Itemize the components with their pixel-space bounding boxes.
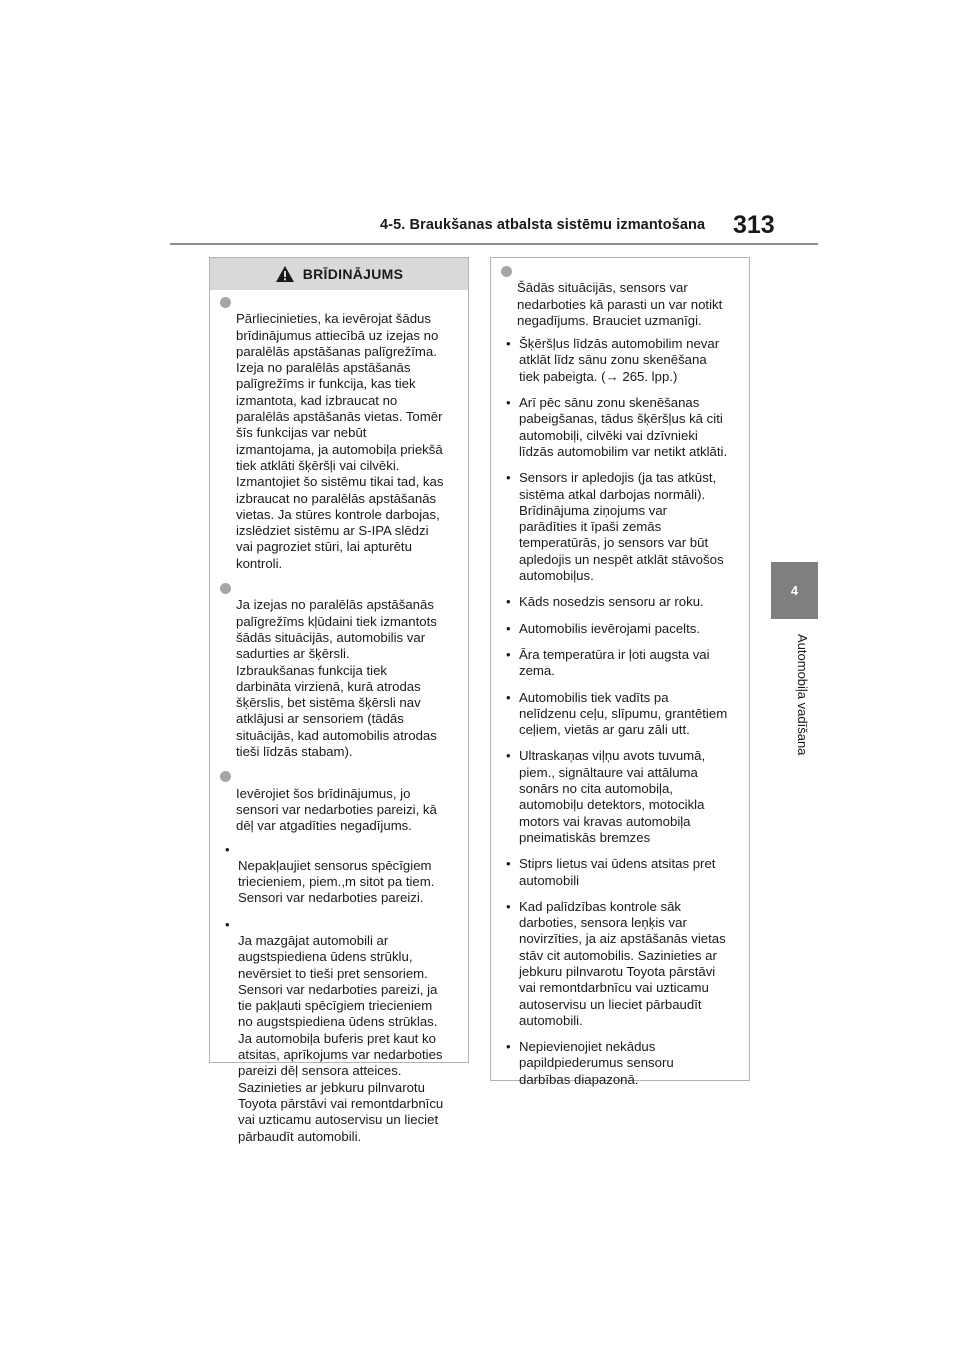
warning-box (209, 257, 469, 1144)
chapter-label: Automobiļa vadīšana (795, 634, 810, 756)
warning-paragraph: Šādās situācijās, sensors var nedarboties kā parasti un var notikt negadījums. Brauciet uzmanīgi. (500, 264, 739, 329)
bullet-item: • Automobilis tiek vadīts pa nelīdzenu ceļu, slīpumu, grantētiem ceļiem, vietās ar garu zāli utt. (506, 689, 728, 738)
circle-bullet-icon (501, 266, 512, 277)
warning-paragraph: Ja izejas no paralēlās apstāšanās palīgrežīms kļūdaini tiek izmantots šādās situācijās, automobilis var sadurties ar šķērsli. Izbraukšanas funkcija tiek darbināta virzienā, kurā atrodas šķērslis, bet sistēma šķērsli nav atklājusi ar sensoriem (tādās situācijās, kad automobilis atrodas tieši līdzās stabam). (219, 581, 458, 760)
warning-paragraph: Pārliecinieties, ka ievērojat šādus brīdinājumus attiecībā uz izejas no paralēlās apstāšanas palīgrežīma. Izeja no paralēlās apstāšanās palīgrežīms ir funkcija, kas tiek izmantota, kad izbraucat no paralēlās apstāšanās vietas. Tomēr šīs funkcijas var nebūt izmantojama, ja automobiļa priekšā tiek atklāti šķēršļi vai cilvēki. Izmantojiet šo sistēmu tikai tad, kas izbraucat no paralēlās apstāšanās vietas. Ja stūres kontrole darbojas, izslēdziet sistēmu ar S-IPA slēdzi vai pagroziet stūri, lai apturētu kontroli. (219, 295, 458, 572)
warning-content-left (210, 290, 468, 1145)
bullet-item: • Automobilis ievērojami pacelts. (506, 620, 701, 636)
bullet-item: • Ultraskaņas viļņu avots tuvumā, piem., signāltaure vai attāluma sonārs no cita automobiļa, automobiļu detektors, motocikla motors vai kravas automobiļa pneimatiskās bremzes (506, 748, 706, 845)
bullet-item: • Āra temperatūra ir ļoti augsta vai zema. (506, 646, 710, 679)
bullet-item: • Stiprs lietus vai ūdens atsitas pret automobili (506, 856, 716, 888)
page-number: 313 (733, 211, 775, 239)
header-divider (170, 243, 818, 245)
bullet-item: • Kad palīdzības kontrole sāk darboties, sensora leņķis var novirzīties, ja aiz apstāšanās vietas stāv cit automobilis. Sazinieties ar jebkuru pilnvarotu Toyota pārstāvi vai remontdarbnīcu vai uzticamu autoservisu un lieciet pārbaudīt automobili. (506, 898, 726, 1028)
circle-bullet-icon (220, 297, 231, 308)
warning-paragraph: Ievērojiet šos brīdinājumus, jo sensori var nedarboties pareizi, kā dēļ var atgadīties negadījums. (219, 769, 458, 834)
bullet-item: • Sensors ir apledojis (ja tas atkūst, sistēma atkal darbojas normāli). Brīdinājuma ziņojums var parādīties it īpaši zemās temperatūrās, jo sensors var būt apledojis un nespēt atklāt stāvošos automobiļus. (506, 470, 724, 584)
section-title: 4-5. Braukšanas atbalsta sistēmu izmantošana (380, 217, 706, 233)
bullet-item: • Kāds nosedzis sensoru ar roku. (506, 594, 704, 610)
chapter-number: 4 (790, 583, 799, 598)
warning-title: BRĪDINĀJUMS (302, 266, 404, 282)
circle-bullet-icon (220, 771, 231, 782)
bullet-item: • Ja mazgājat automobili ar augstspiediena ūdens strūklu, nevērsiet to tieši pret sensoriem. Sensori var nedarboties pareizi, ja tie pakļauti spēcīgiem triecieniem no augstspiediena ūdens strūklas. Ja automobiļa buferis pret kaut ko atsitas, aprīkojums var nedarboties pareizi dēļ sensora atteices. Sazinieties ar jebkuru pilnvarotu Toyota pārstāvi vai remontdarbnīcu vai uzticamu autoservisu un lieciet pārbaudīt automobili. (225, 916, 444, 1144)
bullet-item: • Arī pēc sānu zonu skenēšanas pabeigšanas, tādus šķēršļus kā citi automobiļi, cilvēki vai dzīvnieki līdzās automobilim var netikt atklāti. (506, 395, 728, 459)
warning-box-continued (490, 257, 750, 1087)
warning-header (210, 258, 468, 290)
bullet-item: • Nepievienojiet nekādus papildpiederumus sensoru darbības diapazonā. (506, 1039, 674, 1087)
bullet-item: • Nepakļaujiet sensorus spēcīgiem triecieniem, piem.,m sitot pa tiem. Sensori var nedarboties pareizi. (225, 841, 435, 906)
circle-bullet-icon (220, 583, 231, 594)
warning-triangle-icon (275, 265, 295, 283)
chapter-tab (771, 562, 818, 619)
bullet-item: • Šķēršļus līdzās automobilim nevar atklāt līdz sānu zonu skenēšana tiek pabeigta. (→ 265. lpp.) (506, 336, 720, 384)
warning-content-right (491, 258, 749, 1088)
